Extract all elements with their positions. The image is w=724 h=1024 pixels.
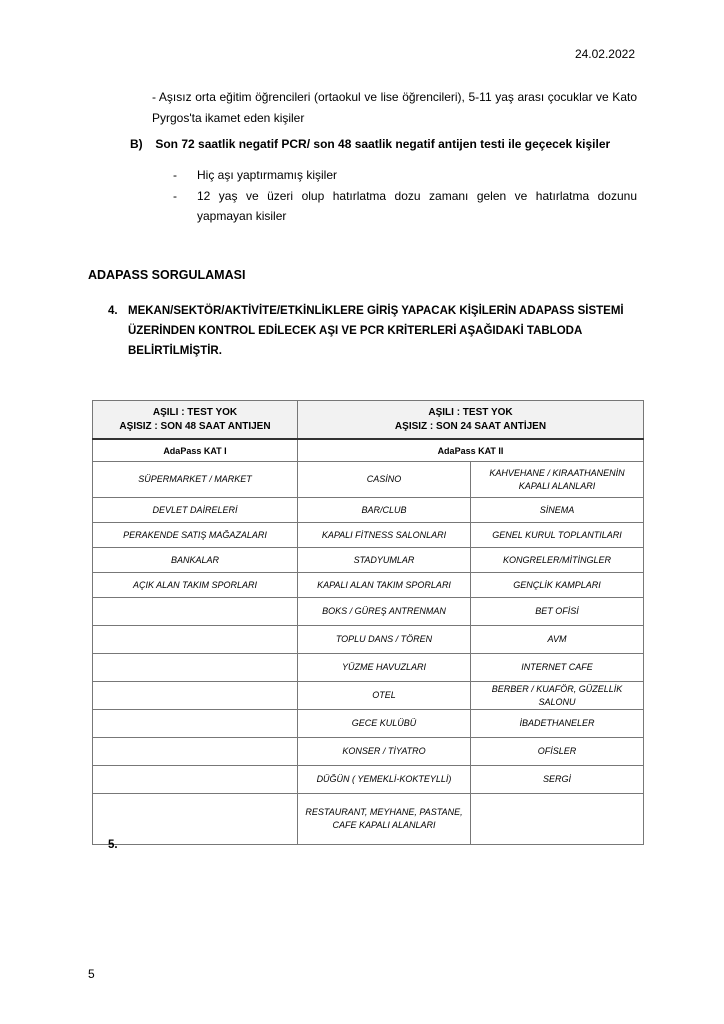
table-header-row [93, 401, 644, 440]
kat1-place-cell [93, 598, 298, 626]
kat1-place-cell [93, 710, 298, 738]
kat2-place-cell-a: OTEL [298, 682, 471, 710]
item-4-number: 4. [108, 305, 118, 317]
kat1-place-cell [93, 654, 298, 682]
header-right-line1: AŞILI : TEST YOK [428, 406, 513, 418]
kat2-place-cell-b [471, 794, 644, 845]
intro-paragraph: - Aşısız orta eğitim öğrencileri (ortaokul ve lise öğrencileri), 5-11 yaş arası çocuklar ve Kato Pyrgos'ta ikamet eden kişiler [152, 90, 637, 125]
table-row [93, 498, 644, 523]
kat2-place-cell-b: GENÇLİK KAMPLARI [471, 573, 644, 598]
kat2-place-cell-b: BERBER / KUAFÖR, GÜZELLİK SALONU [471, 682, 644, 710]
bullet-text: 12 yaş ve üzeri olup hatırlatma dozu zamanı gelen ve hatırlatma dozunu yapmayan kisiler [197, 189, 637, 223]
bullet-item [173, 186, 637, 226]
kat1-cell: AdaPass KAT I [93, 439, 298, 462]
item-4 [108, 301, 628, 361]
table-row [93, 710, 644, 738]
table-row [93, 523, 644, 548]
kat2-place-cell-b: AVM [471, 626, 644, 654]
section-b-title: Son 72 saatlik negatif PCR/ son 48 saatlik negatif antijen testi ile geçecek kişiler [155, 137, 611, 151]
kat2-place-cell-a: KAPALI FİTNESS SALONLARI [298, 523, 471, 548]
kat1-place-cell [93, 766, 298, 794]
adapass-section-title: ADAPASS SORGULAMASI [88, 268, 246, 282]
kat2-place-cell-a: GECE KULÜBÜ [298, 710, 471, 738]
section-b-bullet-list [173, 165, 637, 227]
kat1-place-cell [93, 738, 298, 766]
table-row [93, 794, 644, 845]
table-row [93, 766, 644, 794]
table-category-row [93, 439, 644, 462]
table-row [93, 654, 644, 682]
kat2-place-cell-b: INTERNET CAFE [471, 654, 644, 682]
kat2-place-cell-a: TOPLU DANS / TÖREN [298, 626, 471, 654]
table-row [93, 598, 644, 626]
kat2-place-cell-b: SERGİ [471, 766, 644, 794]
kat2-cell: AdaPass KAT II [298, 439, 644, 462]
kat1-place-cell: PERAKENDE SATIŞ MAĞAZALARI [93, 523, 298, 548]
item-4-text: MEKAN/SEKTÖR/AKTİVİTE/ETKİNLİKLERE GİRİŞ YAPACAK KİŞİLERİN ADAPASS SİSTEMİ ÜZERİNDEN KONTROL EDİLECEK AŞI VE PCR KRİTERLERİ AŞAĞIDAKİ TABLODA BELİRTİLMİŞTİR. [128, 305, 624, 357]
header-left-line2: AŞISIZ : SON 48 SAAT ANTIJEN [119, 420, 271, 432]
kat2-place-cell-a: BOKS / GÜREŞ ANTRENMAN [298, 598, 471, 626]
item-5-number: 5. [108, 839, 118, 851]
kat2-place-cell-a: YÜZME HAVUZLARI [298, 654, 471, 682]
table-row [93, 548, 644, 573]
kat2-place-cell-b: KAHVEHANE / KIRAATHANENİN KAPALI ALANLARI [471, 462, 644, 498]
kat2-place-cell-b: BET OFİSİ [471, 598, 644, 626]
kat1-place-cell [93, 626, 298, 654]
kat2-place-cell-a: BAR/CLUB [298, 498, 471, 523]
kat1-place-cell: BANKALAR [93, 548, 298, 573]
kat2-place-cell-a: DÜĞÜN ( YEMEKLİ-KOKTEYLLİ) [298, 766, 471, 794]
adapass-category-table [92, 400, 644, 845]
table-row [93, 573, 644, 598]
kat2-place-cell-b: İBADETHANELER [471, 710, 644, 738]
kat2-place-cell-a: STADYUMLAR [298, 548, 471, 573]
kat1-place-cell: SÜPERMARKET / MARKET [93, 462, 298, 498]
table-row [93, 682, 644, 710]
kat2-place-cell-a: CASİNO [298, 462, 471, 498]
header-right-cell [298, 401, 644, 440]
table-row [93, 738, 644, 766]
bullet-dash: - [173, 168, 177, 182]
kat2-place-cell-a: KAPALI ALAN TAKIM SPORLARI [298, 573, 471, 598]
section-b-heading [130, 137, 610, 151]
kat1-place-cell [93, 682, 298, 710]
kat2-place-cell-b: KONGRELER/MİTİNGLER [471, 548, 644, 573]
bullet-text: Hiç aşı yaptırmamış kişiler [197, 168, 338, 182]
document-date: 24.02.2022 [574, 47, 635, 61]
kat1-place-cell [93, 794, 298, 845]
bullet-dash: - [173, 189, 177, 203]
bullet-item [173, 165, 637, 185]
page-number: 5 [88, 967, 95, 981]
table-row [93, 626, 644, 654]
kat2-place-cell-a: KONSER / TİYATRO [298, 738, 471, 766]
header-left-cell [93, 401, 298, 440]
section-b-label: B) [130, 137, 143, 151]
kat1-place-cell: DEVLET DAİRELERİ [93, 498, 298, 523]
kat2-place-cell-b: SİNEMA [471, 498, 644, 523]
kat1-place-cell: AÇIK ALAN TAKIM SPORLARI [93, 573, 298, 598]
table-row [93, 462, 644, 498]
kat2-place-cell-b: OFİSLER [471, 738, 644, 766]
kat2-place-cell-b: GENEL KURUL TOPLANTILARI [471, 523, 644, 548]
kat2-place-cell-a: RESTAURANT, MEYHANE, PASTANE, CAFE KAPALI ALANLARI [298, 794, 471, 845]
header-left-line1: AŞILI : TEST YOK [152, 406, 238, 418]
header-right-line2: AŞISIZ : SON 24 SAAT ANTİJEN [394, 420, 547, 432]
